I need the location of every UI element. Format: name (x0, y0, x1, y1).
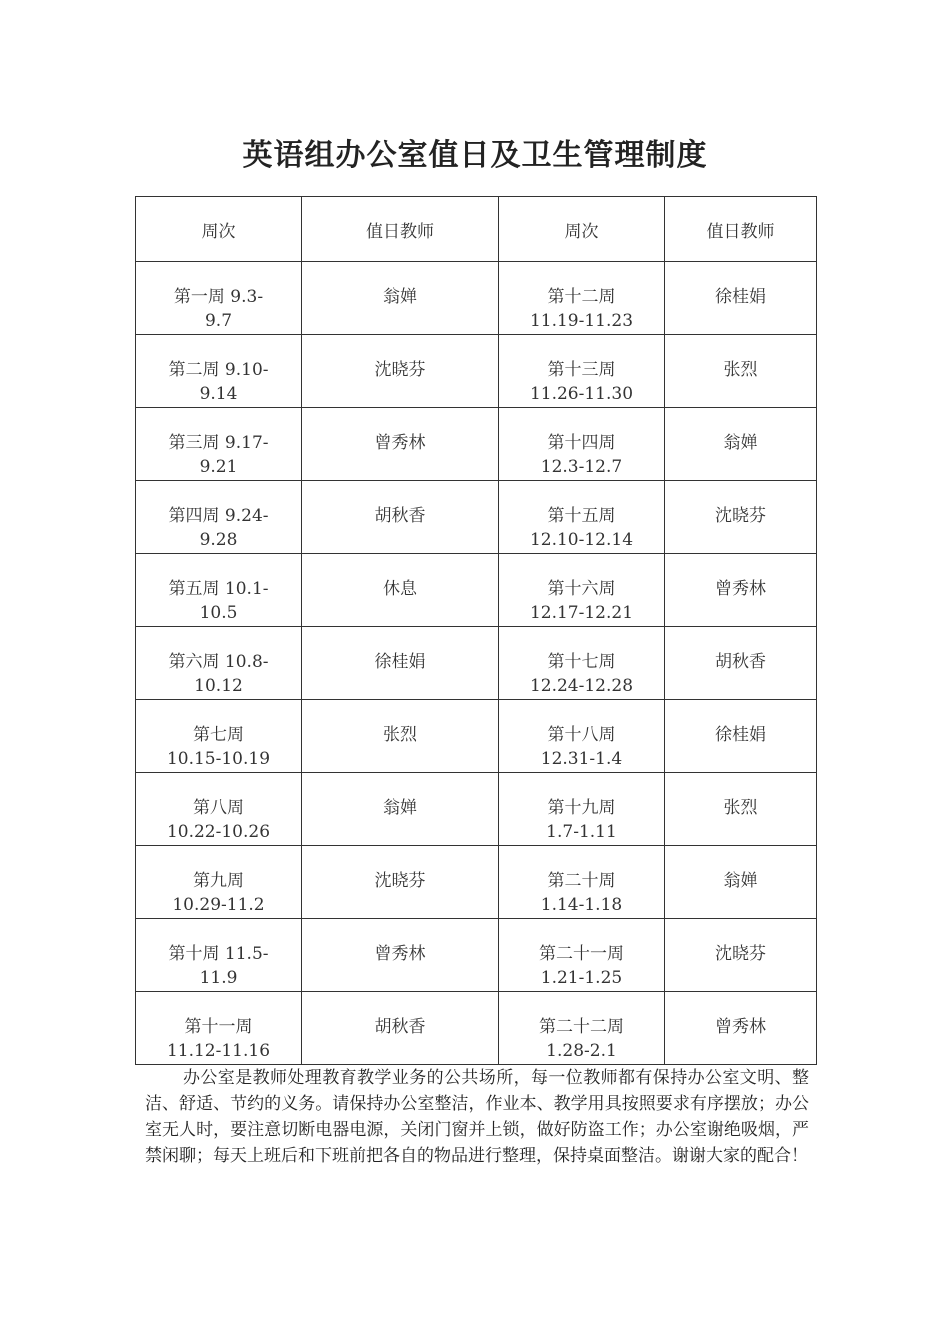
teacher-cell-right (665, 992, 817, 1065)
teacher-name: 翁婵 (723, 871, 758, 891)
teacher-name: 胡秋香 (374, 1017, 426, 1037)
week-dates: 1.28-2.1 (546, 1041, 617, 1061)
teacher-cell-right (665, 700, 817, 773)
week-cell-right (499, 700, 665, 773)
teacher-name: 张烈 (723, 798, 758, 818)
teacher-cell-right (665, 773, 817, 846)
teacher-cell-right (665, 481, 817, 554)
table-row (136, 700, 817, 773)
week-dates: 10.5 (199, 603, 238, 623)
week-cell-right (499, 481, 665, 554)
teacher-cell-left (302, 408, 499, 481)
teacher-name: 沈晓芬 (715, 506, 766, 526)
week-cell-left (136, 408, 302, 481)
table-row (136, 481, 817, 554)
week-cell-left (136, 773, 302, 846)
week-name: 第十五周 (547, 506, 616, 526)
teacher-cell-left (302, 627, 499, 700)
week-cell-right (499, 773, 665, 846)
week-cell-right (499, 919, 665, 992)
week-name: 第九周 (193, 871, 244, 891)
week-dates: 11.12-11.16 (166, 1041, 271, 1061)
week-name: 第二十二周 (539, 1017, 624, 1037)
teacher-cell-left (302, 700, 499, 773)
teacher-cell-left (302, 335, 499, 408)
table-row (136, 846, 817, 919)
teacher-cell-left (302, 481, 499, 554)
teacher-cell-left (302, 919, 499, 992)
week-dates: 10.29-11.2 (172, 895, 265, 915)
notice-paragraph: 办公室是教师处理教育教学业务的公共场所，每一位教师都有保持办公室文明、整洁、舒适、节约的义务。请保持办公室整洁，作业本、教学用具按照要求有序摆放；办公室无人时，要注意切断电器电源，关闭门窗并上锁，做好防盗工作；办公室谢绝吸烟，严禁闲聊；每天上班后和下班前把各自的物品进行整理，保持桌面整洁。谢谢大家的配合！ (145, 1068, 809, 1166)
week-name: 第十二周 (547, 287, 616, 307)
teacher-name: 沈晓芬 (374, 360, 426, 380)
table-header-row (136, 197, 817, 262)
table-row (136, 554, 817, 627)
table-row (136, 408, 817, 481)
week-cell-right (499, 627, 665, 700)
week-dates: 9.28 (199, 530, 238, 550)
week-dates: 1.7-1.11 (546, 822, 617, 842)
teacher-name: 徐桂娟 (374, 652, 426, 672)
week-dates: 11.9 (199, 968, 238, 988)
week-dates: 12.17-12.21 (529, 603, 634, 623)
week-cell-left (136, 992, 302, 1065)
header-teacher-right: 值日教师 (665, 197, 817, 262)
week-dates: 12.24-12.28 (529, 676, 634, 696)
teacher-name: 张烈 (383, 725, 417, 745)
week-cell-left (136, 627, 302, 700)
week-cell-right (499, 335, 665, 408)
week-cell-left (136, 262, 302, 335)
week-dates: 1.14-1.18 (540, 895, 623, 915)
page-title: 英语组办公室值日及卫生管理制度 (242, 138, 708, 173)
week-name: 第十六周 (547, 579, 616, 599)
teacher-cell-right (665, 408, 817, 481)
week-cell-left (136, 481, 302, 554)
teacher-name: 曾秀林 (374, 433, 426, 453)
week-dates: 1.21-1.25 (540, 968, 623, 988)
header-week-left: 周次 (136, 197, 302, 262)
week-cell-left (136, 554, 302, 627)
teacher-cell-left (302, 846, 499, 919)
teacher-cell-left (302, 262, 499, 335)
duty-schedule-table (135, 196, 817, 1065)
teacher-name: 曾秀林 (715, 579, 766, 599)
header-teacher-left: 值日教师 (302, 197, 499, 262)
week-name: 第一周 9.3- (173, 287, 264, 307)
week-cell-right (499, 554, 665, 627)
teacher-name: 翁婵 (383, 287, 417, 307)
week-name: 第十七周 (547, 652, 616, 672)
week-name: 第七周 (193, 725, 244, 745)
week-cell-right (499, 846, 665, 919)
teacher-name: 翁婵 (723, 433, 758, 453)
week-dates: 12.3-12.7 (540, 457, 623, 477)
teacher-name: 曾秀林 (715, 1017, 766, 1037)
week-dates: 10.22-10.26 (166, 822, 271, 842)
header-week-right: 周次 (499, 197, 665, 262)
week-dates: 11.26-11.30 (529, 384, 634, 404)
teacher-cell-left (302, 554, 499, 627)
week-name: 第三周 9.17- (168, 433, 269, 453)
teacher-cell-right (665, 335, 817, 408)
teacher-name: 休息 (383, 579, 417, 599)
teacher-cell-left (302, 773, 499, 846)
week-name: 第十一周 (184, 1017, 253, 1037)
teacher-cell-left (302, 992, 499, 1065)
week-name: 第十九周 (547, 798, 616, 818)
teacher-name: 沈晓芬 (374, 871, 426, 891)
week-name: 第二周 9.10- (168, 360, 269, 380)
week-dates: 10.15-10.19 (166, 749, 271, 769)
table-row (136, 919, 817, 992)
week-cell-left (136, 846, 302, 919)
week-dates: 11.19-11.23 (529, 311, 634, 331)
teacher-name: 翁婵 (383, 798, 417, 818)
teacher-cell-right (665, 262, 817, 335)
week-cell-left (136, 335, 302, 408)
teacher-name: 胡秋香 (715, 652, 766, 672)
teacher-name: 胡秋香 (374, 506, 426, 526)
week-cell-right (499, 992, 665, 1065)
teacher-name: 张烈 (723, 360, 758, 380)
table-row (136, 262, 817, 335)
week-cell-left (136, 919, 302, 992)
teacher-cell-right (665, 554, 817, 627)
teacher-name: 沈晓芬 (715, 944, 766, 964)
week-name: 第八周 (193, 798, 244, 818)
week-dates: 9.14 (199, 384, 238, 404)
week-name: 第五周 10.1- (168, 579, 269, 599)
week-name: 第六周 10.8- (168, 652, 269, 672)
week-dates: 12.10-12.14 (529, 530, 634, 550)
table-row (136, 335, 817, 408)
week-name: 第十三周 (547, 360, 616, 380)
week-name: 第十八周 (547, 725, 616, 745)
table-row (136, 992, 817, 1065)
teacher-name: 徐桂娟 (715, 287, 766, 307)
week-name: 第十周 11.5- (168, 944, 269, 964)
week-dates: 9.21 (199, 457, 238, 477)
week-dates: 12.31-1.4 (540, 749, 623, 769)
week-cell-right (499, 408, 665, 481)
week-cell-right (499, 262, 665, 335)
week-cell-left (136, 700, 302, 773)
week-name: 第十四周 (547, 433, 616, 453)
teacher-name: 徐桂娟 (715, 725, 766, 745)
teacher-cell-right (665, 846, 817, 919)
week-dates: 10.12 (194, 676, 243, 696)
teacher-cell-right (665, 919, 817, 992)
teacher-cell-right (665, 627, 817, 700)
teacher-name: 曾秀林 (374, 944, 426, 964)
week-name: 第二十周 (547, 871, 616, 891)
week-dates: 9.7 (204, 311, 233, 331)
table-row (136, 627, 817, 700)
week-name: 第二十一周 (539, 944, 624, 964)
week-name: 第四周 9.24- (168, 506, 269, 526)
table-row (136, 773, 817, 846)
